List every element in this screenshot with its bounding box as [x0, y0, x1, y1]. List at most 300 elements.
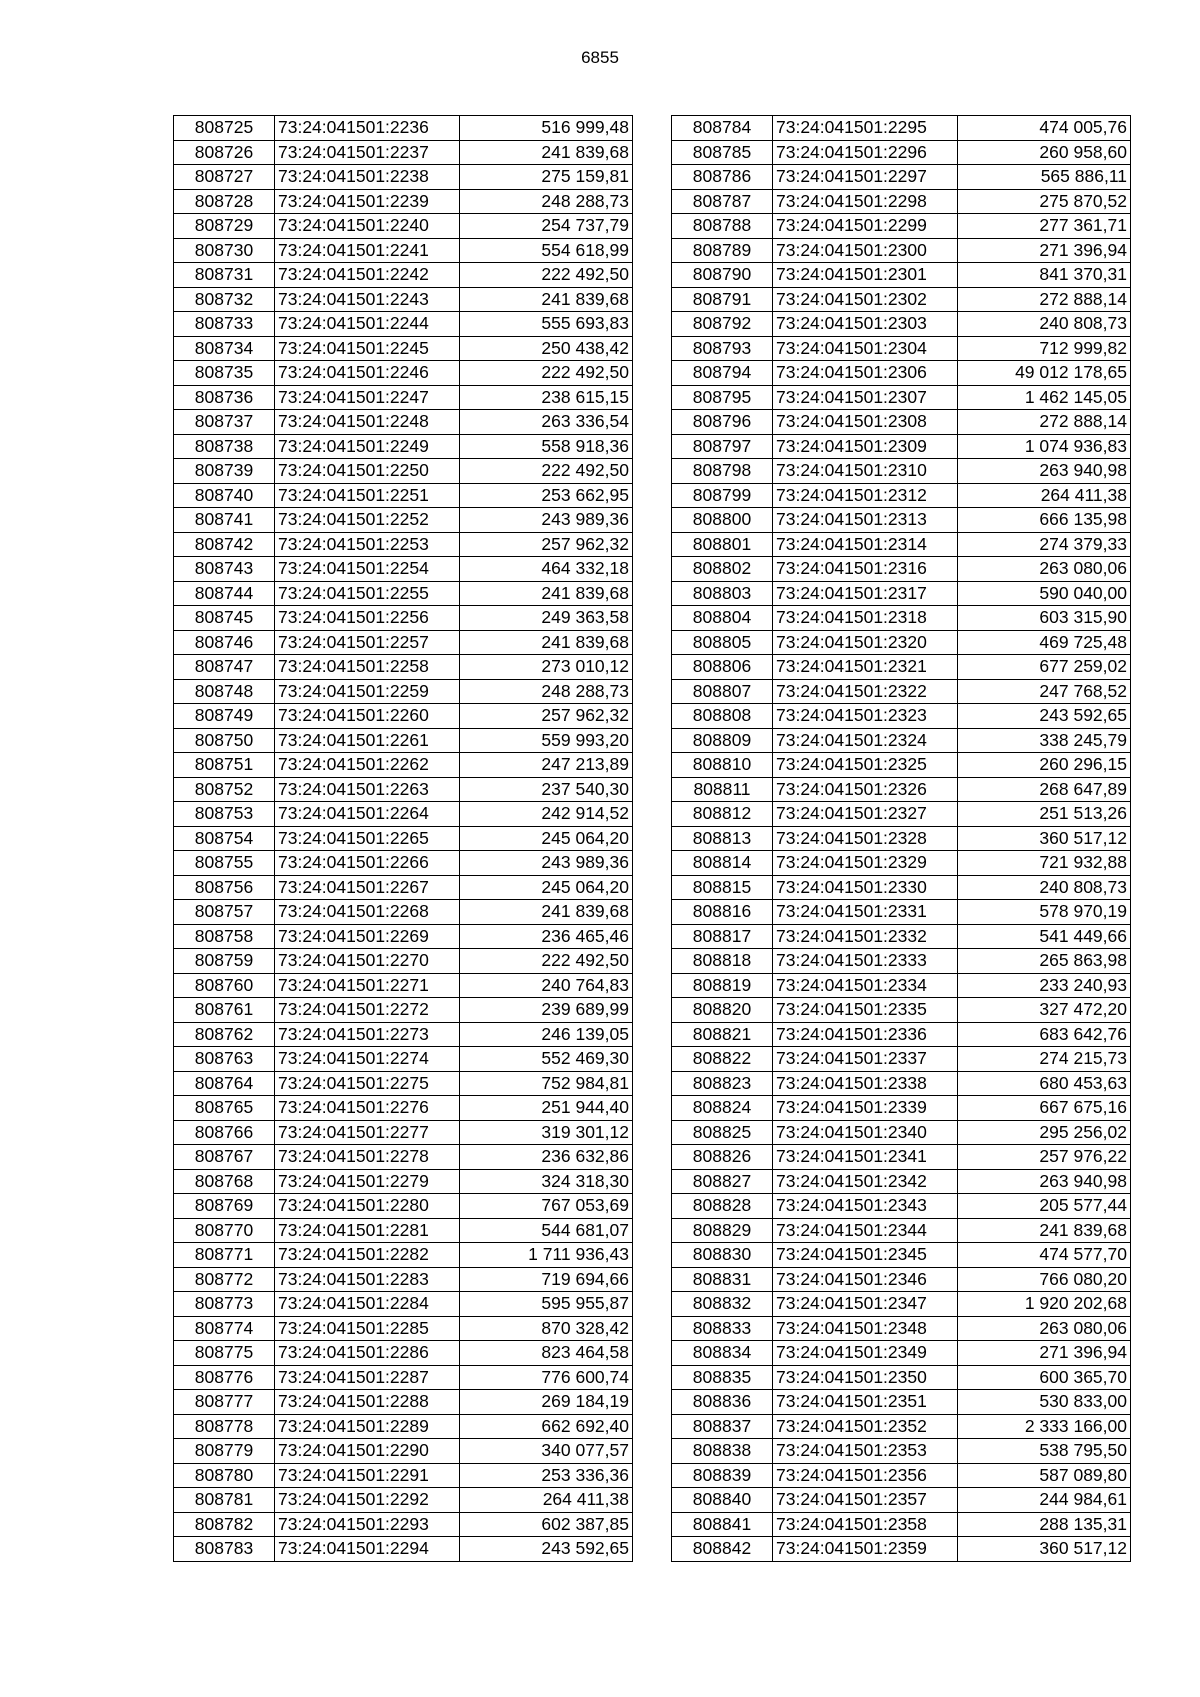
- value-cell: 1 462 145,05: [958, 385, 1131, 410]
- row-number-cell: 808786: [672, 165, 773, 190]
- row-number-cell: 808788: [672, 214, 773, 239]
- value-cell: 677 259,02: [958, 655, 1131, 680]
- cadastral-number-cell: 73:24:041501:2317: [773, 581, 958, 606]
- value-cell: 241 839,68: [958, 1218, 1131, 1243]
- table-row: [672, 410, 1131, 435]
- cadastral-number-cell: 73:24:041501:2283: [275, 1267, 460, 1292]
- cadastral-number-cell: 73:24:041501:2266: [275, 851, 460, 876]
- value-cell: 263 336,54: [460, 410, 633, 435]
- cadastral-number-cell: 73:24:041501:2253: [275, 532, 460, 557]
- row-number-cell: 808747: [174, 655, 275, 680]
- table-row: [672, 1218, 1131, 1243]
- row-number-cell: 808725: [174, 116, 275, 141]
- cadastral-number-cell: 73:24:041501:2287: [275, 1365, 460, 1390]
- cadastral-number-cell: 73:24:041501:2335: [773, 998, 958, 1023]
- value-cell: 254 737,79: [460, 214, 633, 239]
- cadastral-number-cell: 73:24:041501:2265: [275, 826, 460, 851]
- table-row: [174, 655, 633, 680]
- value-cell: 712 999,82: [958, 336, 1131, 361]
- table-row: [672, 361, 1131, 386]
- table-row: [672, 1243, 1131, 1268]
- row-number-cell: 808812: [672, 802, 773, 827]
- value-cell: 555 693,83: [460, 312, 633, 337]
- row-number-cell: 808815: [672, 875, 773, 900]
- value-cell: 552 469,30: [460, 1047, 633, 1072]
- table-row: [672, 557, 1131, 582]
- value-cell: 233 240,93: [958, 973, 1131, 998]
- value-cell: 272 888,14: [958, 287, 1131, 312]
- row-number-cell: 808809: [672, 728, 773, 753]
- table-row: [174, 924, 633, 949]
- value-cell: 595 955,87: [460, 1292, 633, 1317]
- value-cell: 248 288,73: [460, 189, 633, 214]
- row-number-cell: 808804: [672, 606, 773, 631]
- row-number-cell: 808760: [174, 973, 275, 998]
- table-row: [174, 1194, 633, 1219]
- value-cell: 870 328,42: [460, 1316, 633, 1341]
- row-number-cell: 808807: [672, 679, 773, 704]
- row-number-cell: 808810: [672, 753, 773, 778]
- value-cell: 464 332,18: [460, 557, 633, 582]
- row-number-cell: 808797: [672, 434, 773, 459]
- value-cell: 263 940,98: [958, 459, 1131, 484]
- table-row: [672, 532, 1131, 557]
- cadastral-number-cell: 73:24:041501:2331: [773, 900, 958, 925]
- table-row: [174, 361, 633, 386]
- row-number-cell: 808830: [672, 1243, 773, 1268]
- row-number-cell: 808823: [672, 1071, 773, 1096]
- table-row: [672, 704, 1131, 729]
- row-number-cell: 808780: [174, 1463, 275, 1488]
- row-number-cell: 808827: [672, 1169, 773, 1194]
- table-row: [672, 630, 1131, 655]
- value-cell: 222 492,50: [460, 263, 633, 288]
- row-number-cell: 808734: [174, 336, 275, 361]
- table-row: [174, 263, 633, 288]
- value-cell: 721 932,88: [958, 851, 1131, 876]
- row-number-cell: 808761: [174, 998, 275, 1023]
- value-cell: 238 615,15: [460, 385, 633, 410]
- cadastral-number-cell: 73:24:041501:2310: [773, 459, 958, 484]
- cadastral-number-cell: 73:24:041501:2356: [773, 1463, 958, 1488]
- table-row: [174, 483, 633, 508]
- table-row: [174, 606, 633, 631]
- cadastral-number-cell: 73:24:041501:2336: [773, 1022, 958, 1047]
- row-number-cell: 808821: [672, 1022, 773, 1047]
- row-number-cell: 808774: [174, 1316, 275, 1341]
- table-row: [174, 336, 633, 361]
- cadastral-number-cell: 73:24:041501:2353: [773, 1439, 958, 1464]
- table-row: [174, 189, 633, 214]
- table-row: [672, 973, 1131, 998]
- value-cell: 241 839,68: [460, 287, 633, 312]
- cadastral-number-cell: 73:24:041501:2240: [275, 214, 460, 239]
- value-cell: 662 692,40: [460, 1414, 633, 1439]
- cadastral-number-cell: 73:24:041501:2282: [275, 1243, 460, 1268]
- cadastral-number-cell: 73:24:041501:2338: [773, 1071, 958, 1096]
- value-cell: 603 315,90: [958, 606, 1131, 631]
- cadastral-number-cell: 73:24:041501:2329: [773, 851, 958, 876]
- cadastral-number-cell: 73:24:041501:2243: [275, 287, 460, 312]
- table-row: [672, 1365, 1131, 1390]
- row-number-cell: 808745: [174, 606, 275, 631]
- value-cell: 2 333 166,00: [958, 1414, 1131, 1439]
- value-cell: 263 940,98: [958, 1169, 1131, 1194]
- cadastral-number-cell: 73:24:041501:2285: [275, 1316, 460, 1341]
- value-cell: 541 449,66: [958, 924, 1131, 949]
- value-cell: 257 962,32: [460, 532, 633, 557]
- table-row: [672, 875, 1131, 900]
- value-cell: 602 387,85: [460, 1512, 633, 1537]
- cadastral-number-cell: 73:24:041501:2339: [773, 1096, 958, 1121]
- row-number-cell: 808814: [672, 851, 773, 876]
- table-body-right: [672, 116, 1131, 1562]
- row-number-cell: 808772: [174, 1267, 275, 1292]
- row-number-cell: 808781: [174, 1488, 275, 1513]
- value-cell: 474 005,76: [958, 116, 1131, 141]
- table-row: [672, 1096, 1131, 1121]
- table-row: [174, 1488, 633, 1513]
- value-cell: 264 411,38: [958, 483, 1131, 508]
- cadastral-number-cell: 73:24:041501:2312: [773, 483, 958, 508]
- table-row: [174, 875, 633, 900]
- cadastral-number-cell: 73:24:041501:2260: [275, 704, 460, 729]
- value-cell: 243 592,65: [958, 704, 1131, 729]
- table-row: [174, 1243, 633, 1268]
- cadastral-number-cell: 73:24:041501:2301: [773, 263, 958, 288]
- table-row: [174, 1120, 633, 1145]
- row-number-cell: 808784: [672, 116, 773, 141]
- value-cell: 222 492,50: [460, 949, 633, 974]
- cadastral-number-cell: 73:24:041501:2326: [773, 777, 958, 802]
- row-number-cell: 808808: [672, 704, 773, 729]
- table-row: [672, 1267, 1131, 1292]
- table-row: [672, 238, 1131, 263]
- value-cell: 823 464,58: [460, 1341, 633, 1366]
- cadastral-number-cell: 73:24:041501:2346: [773, 1267, 958, 1292]
- value-cell: 205 577,44: [958, 1194, 1131, 1219]
- table-row: [672, 1022, 1131, 1047]
- cadastral-number-cell: 73:24:041501:2348: [773, 1316, 958, 1341]
- table-row: [174, 434, 633, 459]
- row-number-cell: 808791: [672, 287, 773, 312]
- cadastral-number-cell: 73:24:041501:2274: [275, 1047, 460, 1072]
- row-number-cell: 808762: [174, 1022, 275, 1047]
- row-number-cell: 808819: [672, 973, 773, 998]
- table-row: [174, 777, 633, 802]
- table-row: [174, 1341, 633, 1366]
- table-row: [672, 434, 1131, 459]
- cadastral-number-cell: 73:24:041501:2286: [275, 1341, 460, 1366]
- value-cell: 271 396,94: [958, 1341, 1131, 1366]
- row-number-cell: 808727: [174, 165, 275, 190]
- page-number: 6855: [581, 48, 619, 67]
- cadastral-number-cell: 73:24:041501:2327: [773, 802, 958, 827]
- row-number-cell: 808841: [672, 1512, 773, 1537]
- row-number-cell: 808792: [672, 312, 773, 337]
- table-row: [174, 1096, 633, 1121]
- value-cell: 251 944,40: [460, 1096, 633, 1121]
- value-cell: 719 694,66: [460, 1267, 633, 1292]
- value-cell: 324 318,30: [460, 1169, 633, 1194]
- cadastral-number-cell: 73:24:041501:2250: [275, 459, 460, 484]
- row-number-cell: 808837: [672, 1414, 773, 1439]
- row-number-cell: 808824: [672, 1096, 773, 1121]
- value-cell: 243 592,65: [460, 1537, 633, 1562]
- cadastral-number-cell: 73:24:041501:2245: [275, 336, 460, 361]
- cadastral-number-cell: 73:24:041501:2296: [773, 140, 958, 165]
- cadastral-number-cell: 73:24:041501:2309: [773, 434, 958, 459]
- row-number-cell: 808829: [672, 1218, 773, 1243]
- table-row: [174, 826, 633, 851]
- table-row: [672, 1145, 1131, 1170]
- row-number-cell: 808785: [672, 140, 773, 165]
- value-cell: 295 256,02: [958, 1120, 1131, 1145]
- table-row: [174, 1537, 633, 1562]
- value-cell: 246 139,05: [460, 1022, 633, 1047]
- value-cell: 263 080,06: [958, 1316, 1131, 1341]
- row-number-cell: 808741: [174, 508, 275, 533]
- row-number-cell: 808738: [174, 434, 275, 459]
- cadastral-number-cell: 73:24:041501:2320: [773, 630, 958, 655]
- cadastral-number-cell: 73:24:041501:2284: [275, 1292, 460, 1317]
- value-cell: 275 159,81: [460, 165, 633, 190]
- cadastral-number-cell: 73:24:041501:2324: [773, 728, 958, 753]
- table-row: [174, 1316, 633, 1341]
- value-cell: 249 363,58: [460, 606, 633, 631]
- value-cell: 239 689,99: [460, 998, 633, 1023]
- row-number-cell: 808733: [174, 312, 275, 337]
- row-number-cell: 808752: [174, 777, 275, 802]
- value-cell: 469 725,48: [958, 630, 1131, 655]
- cadastral-number-cell: 73:24:041501:2249: [275, 434, 460, 459]
- table-row: [672, 1292, 1131, 1317]
- cadastral-number-cell: 73:24:041501:2313: [773, 508, 958, 533]
- cadastral-number-cell: 73:24:041501:2347: [773, 1292, 958, 1317]
- table-row: [174, 508, 633, 533]
- table-row: [672, 1169, 1131, 1194]
- row-number-cell: 808826: [672, 1145, 773, 1170]
- value-cell: 273 010,12: [460, 655, 633, 680]
- table-row: [672, 998, 1131, 1023]
- table-row: [672, 1047, 1131, 1072]
- row-number-cell: 808773: [174, 1292, 275, 1317]
- table-row: [174, 532, 633, 557]
- value-cell: 241 839,68: [460, 140, 633, 165]
- table-row: [672, 385, 1131, 410]
- table-row: [672, 900, 1131, 925]
- cadastral-number-cell: 73:24:041501:2289: [275, 1414, 460, 1439]
- table-row: [174, 410, 633, 435]
- row-number-cell: 808770: [174, 1218, 275, 1243]
- cadastral-number-cell: 73:24:041501:2246: [275, 361, 460, 386]
- table-row: [672, 116, 1131, 141]
- cadastral-number-cell: 73:24:041501:2325: [773, 753, 958, 778]
- row-number-cell: 808832: [672, 1292, 773, 1317]
- table-row: [672, 1414, 1131, 1439]
- value-cell: 272 888,14: [958, 410, 1131, 435]
- cadastral-number-cell: 73:24:041501:2323: [773, 704, 958, 729]
- cadastral-number-cell: 73:24:041501:2275: [275, 1071, 460, 1096]
- cadastral-number-cell: 73:24:041501:2297: [773, 165, 958, 190]
- table-row: [672, 1120, 1131, 1145]
- row-number-cell: 808755: [174, 851, 275, 876]
- table-row: [174, 1390, 633, 1415]
- table-row: [174, 753, 633, 778]
- cadastral-number-cell: 73:24:041501:2314: [773, 532, 958, 557]
- table-row: [174, 385, 633, 410]
- value-cell: 558 918,36: [460, 434, 633, 459]
- table-row: [174, 1267, 633, 1292]
- cadastral-number-cell: 73:24:041501:2299: [773, 214, 958, 239]
- value-cell: 241 839,68: [460, 581, 633, 606]
- value-cell: 236 465,46: [460, 924, 633, 949]
- table-row: [174, 1145, 633, 1170]
- cadastral-number-cell: 73:24:041501:2337: [773, 1047, 958, 1072]
- cadastral-number-cell: 73:24:041501:2330: [773, 875, 958, 900]
- cadastral-number-cell: 73:24:041501:2359: [773, 1537, 958, 1562]
- row-number-cell: 808842: [672, 1537, 773, 1562]
- table-row: [672, 679, 1131, 704]
- cadastral-number-cell: 73:24:041501:2345: [773, 1243, 958, 1268]
- cadastral-number-cell: 73:24:041501:2306: [773, 361, 958, 386]
- row-number-cell: 808787: [672, 189, 773, 214]
- cadastral-number-cell: 73:24:041501:2254: [275, 557, 460, 582]
- row-number-cell: 808818: [672, 949, 773, 974]
- cadastral-number-cell: 73:24:041501:2280: [275, 1194, 460, 1219]
- value-cell: 274 379,33: [958, 532, 1131, 557]
- cadastral-number-cell: 73:24:041501:2276: [275, 1096, 460, 1121]
- row-number-cell: 808795: [672, 385, 773, 410]
- table-row: [174, 900, 633, 925]
- row-number-cell: 808789: [672, 238, 773, 263]
- table-row: [672, 655, 1131, 680]
- cadastral-number-cell: 73:24:041501:2300: [773, 238, 958, 263]
- table-row: [174, 1463, 633, 1488]
- table-row: [174, 1071, 633, 1096]
- value-cell: 275 870,52: [958, 189, 1131, 214]
- value-cell: 243 989,36: [460, 508, 633, 533]
- cadastral-number-cell: 73:24:041501:2237: [275, 140, 460, 165]
- row-number-cell: 808777: [174, 1390, 275, 1415]
- cadastral-number-cell: 73:24:041501:2238: [275, 165, 460, 190]
- row-number-cell: 808833: [672, 1316, 773, 1341]
- cadastral-number-cell: 73:24:041501:2261: [275, 728, 460, 753]
- value-cell: 49 012 178,65: [958, 361, 1131, 386]
- value-cell: 277 361,71: [958, 214, 1131, 239]
- value-cell: 264 411,38: [460, 1488, 633, 1513]
- table-row: [174, 238, 633, 263]
- value-cell: 578 970,19: [958, 900, 1131, 925]
- cadastral-number-cell: 73:24:041501:2307: [773, 385, 958, 410]
- cadastral-number-cell: 73:24:041501:2264: [275, 802, 460, 827]
- table-row: [174, 973, 633, 998]
- table-row: [672, 263, 1131, 288]
- table-row: [672, 826, 1131, 851]
- cadastral-number-cell: 73:24:041501:2236: [275, 116, 460, 141]
- value-cell: 274 215,73: [958, 1047, 1131, 1072]
- cadastral-number-cell: 73:24:041501:2248: [275, 410, 460, 435]
- row-number-cell: 808737: [174, 410, 275, 435]
- cadastral-number-cell: 73:24:041501:2247: [275, 385, 460, 410]
- cadastral-number-cell: 73:24:041501:2279: [275, 1169, 460, 1194]
- table-row: [672, 312, 1131, 337]
- value-cell: 263 080,06: [958, 557, 1131, 582]
- table-row: [174, 704, 633, 729]
- cadastral-number-cell: 73:24:041501:2340: [773, 1120, 958, 1145]
- cadastral-number-cell: 73:24:041501:2295: [773, 116, 958, 141]
- value-cell: 222 492,50: [460, 459, 633, 484]
- table-row: [174, 1169, 633, 1194]
- value-cell: 257 976,22: [958, 1145, 1131, 1170]
- table-row: [174, 165, 633, 190]
- cadastral-number-cell: 73:24:041501:2293: [275, 1512, 460, 1537]
- cadastral-number-cell: 73:24:041501:2281: [275, 1218, 460, 1243]
- row-number-cell: 808748: [174, 679, 275, 704]
- value-cell: 587 089,80: [958, 1463, 1131, 1488]
- table-row: [174, 851, 633, 876]
- table-row: [174, 287, 633, 312]
- cadastral-number-cell: 73:24:041501:2341: [773, 1145, 958, 1170]
- value-cell: 360 517,12: [958, 826, 1131, 851]
- row-number-cell: 808743: [174, 557, 275, 582]
- row-number-cell: 808763: [174, 1047, 275, 1072]
- row-number-cell: 808822: [672, 1047, 773, 1072]
- value-cell: 752 984,81: [460, 1071, 633, 1096]
- cadastral-number-cell: 73:24:041501:2272: [275, 998, 460, 1023]
- cadastral-number-cell: 73:24:041501:2316: [773, 557, 958, 582]
- row-number-cell: 808779: [174, 1439, 275, 1464]
- cadastral-number-cell: 73:24:041501:2258: [275, 655, 460, 680]
- cadastral-number-cell: 73:24:041501:2350: [773, 1365, 958, 1390]
- value-cell: 247 213,89: [460, 753, 633, 778]
- value-cell: 767 053,69: [460, 1194, 633, 1219]
- row-number-cell: 808744: [174, 581, 275, 606]
- row-number-cell: 808838: [672, 1439, 773, 1464]
- table-row: [672, 189, 1131, 214]
- row-number-cell: 808766: [174, 1120, 275, 1145]
- cadastral-number-cell: 73:24:041501:2344: [773, 1218, 958, 1243]
- row-number-cell: 808801: [672, 532, 773, 557]
- cadastral-number-cell: 73:24:041501:2357: [773, 1488, 958, 1513]
- value-cell: 544 681,07: [460, 1218, 633, 1243]
- table-row: [672, 165, 1131, 190]
- table-row: [672, 459, 1131, 484]
- cadastral-number-cell: 73:24:041501:2242: [275, 263, 460, 288]
- table-row: [174, 1439, 633, 1464]
- table-row: [672, 777, 1131, 802]
- value-cell: 319 301,12: [460, 1120, 633, 1145]
- table-row: [672, 581, 1131, 606]
- cadastral-number-cell: 73:24:041501:2257: [275, 630, 460, 655]
- value-cell: 338 245,79: [958, 728, 1131, 753]
- table-row: [672, 1439, 1131, 1464]
- row-number-cell: 808776: [174, 1365, 275, 1390]
- cadastral-number-cell: 73:24:041501:2271: [275, 973, 460, 998]
- table-row: [672, 1071, 1131, 1096]
- value-cell: 680 453,63: [958, 1071, 1131, 1096]
- cadastral-number-cell: 73:24:041501:2349: [773, 1341, 958, 1366]
- value-cell: 327 472,20: [958, 998, 1131, 1023]
- value-cell: 236 632,86: [460, 1145, 633, 1170]
- table-body-left: [174, 116, 633, 1562]
- table-row: [174, 630, 633, 655]
- row-number-cell: 808754: [174, 826, 275, 851]
- cadastral-number-cell: 73:24:041501:2262: [275, 753, 460, 778]
- row-number-cell: 808726: [174, 140, 275, 165]
- table-row: [174, 679, 633, 704]
- table-row: [672, 1463, 1131, 1488]
